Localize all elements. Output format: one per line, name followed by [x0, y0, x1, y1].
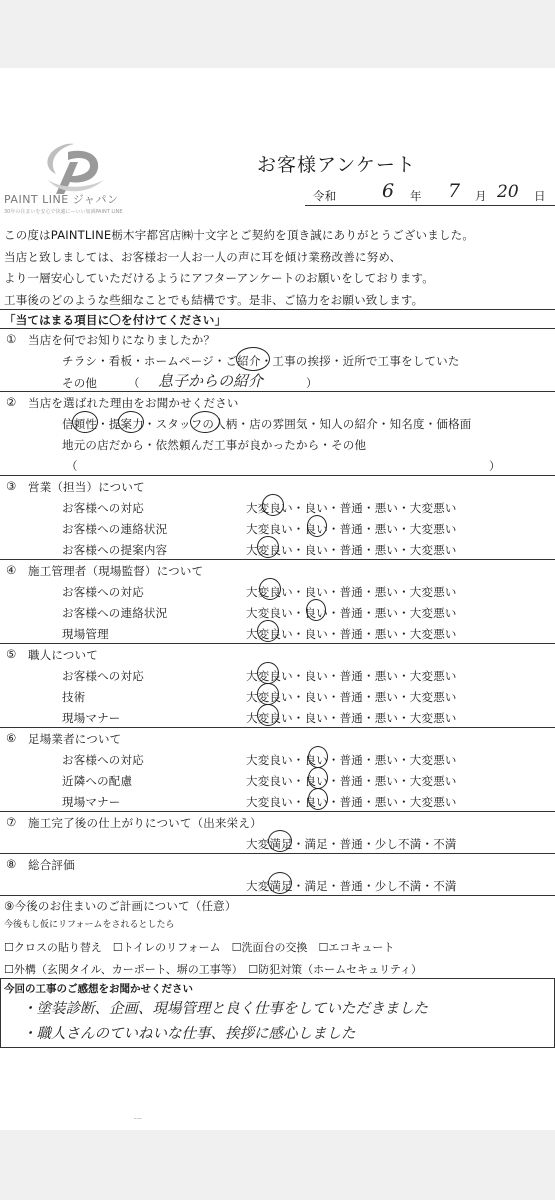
page-title: お客様アンケート: [257, 154, 416, 176]
date-month: 7: [448, 180, 461, 202]
q4-item-3: 現場管理: [62, 627, 109, 641]
q4-scale-1: 大変良い・良い・普通・悪い・大変悪い: [246, 585, 457, 599]
instruction: 「当てはまる項目に〇を付けてください」: [4, 313, 227, 327]
divider: [0, 895, 555, 896]
q2-options-1: 信頼性・提案力・スタッフの人柄・店の雰囲気・知人の紹介・知名度・価格面: [62, 417, 472, 431]
divider: [0, 643, 555, 644]
q3-scale-1: 大変良い・良い・普通・悪い・大変悪い: [246, 501, 457, 515]
q3-title: 営業（担当）について: [28, 480, 145, 494]
divider: [0, 391, 555, 392]
q3-scale-3: 大変良い・良い・普通・悪い・大変悪い: [246, 543, 457, 557]
q3-item-1: お客様への対応: [62, 501, 144, 515]
q3-item-3: お客様への提案内容: [62, 543, 168, 557]
intro-line-2: 当店と致しましては、お客様お一人お一人の声に耳を傾け業務改善に努め、: [4, 250, 402, 264]
answer-circle: [259, 578, 281, 600]
divider: [0, 475, 555, 476]
answer-circle: [307, 515, 327, 537]
q9-sub: 今後もし仮にリフォームをされるとしたら: [4, 920, 175, 930]
date-year: 6: [382, 180, 395, 202]
divider: [0, 727, 555, 728]
q9-row-2: ☐外構（玄関タイル、カーポート、塀の工事等） ☐防犯対策（ホームセキュリティ）: [4, 963, 423, 976]
q3-scale-2: 大変良い・良い・普通・悪い・大変悪い: [246, 522, 457, 536]
q7-scale: 大変満足・満足・普通・少し不満・不満: [246, 837, 457, 851]
q5-scale-1: 大変良い・良い・普通・悪い・大変悪い: [246, 669, 457, 683]
q3-item-2: お客様への連絡状況: [62, 522, 168, 536]
date-day-label: 日: [534, 189, 546, 203]
answer-circle: [268, 872, 292, 894]
q6-scale-2: 大変良い・良い・普通・悪い・大変悪い: [246, 774, 457, 788]
answer-circle: [257, 683, 279, 705]
answer-circle: [257, 662, 279, 684]
q3-number: ③: [6, 479, 17, 493]
q2-options-2: 地元の店だから・依然頼んだ工事が良かったから・その他: [62, 438, 367, 452]
divider: [0, 309, 555, 310]
q5-item-1: お客様への対応: [62, 669, 144, 683]
divider: [0, 328, 555, 329]
q6-scale-3: 大変良い・良い・普通・悪い・大変悪い: [246, 795, 457, 809]
q2-title: 当店を選ばれた理由をお聞かせください: [28, 396, 239, 410]
q4-title: 施工管理者（現場監督）について: [28, 564, 204, 578]
comments-line-1: ・塗装診断、企画、現場管理と良く仕事をしていただきました: [22, 1001, 428, 1017]
q5-title: 職人について: [28, 648, 98, 662]
answer-circle: [308, 767, 328, 789]
q6-title: 足場業者について: [28, 732, 122, 746]
logo-text: PAINT LINE ジャパン: [4, 193, 119, 206]
q9-row-1: ☐クロスの貼り替え ☐トイレのリフォーム ☐洗面台の交換 ☐エコキュート: [4, 941, 395, 954]
q5-scale-3: 大変良い・良い・普通・悪い・大変悪い: [246, 711, 457, 725]
q5-item-3: 現場マナー: [62, 711, 121, 725]
answer-circle: [257, 620, 279, 642]
q6-number: ⑥: [6, 731, 17, 745]
q5-scale-2: 大変良い・良い・普通・悪い・大変悪い: [246, 690, 457, 704]
q4-number: ④: [6, 563, 17, 577]
q2-paren-close: ）: [489, 459, 501, 473]
q6-scale-1: 大変良い・良い・普通・悪い・大変悪い: [246, 753, 457, 767]
answer-circle: [262, 494, 284, 516]
date-month-label: 月: [475, 189, 487, 203]
q1-other-answer: 息子からの紹介: [158, 372, 264, 390]
date-day: 20: [497, 182, 519, 202]
date-underline: [305, 205, 555, 206]
comments-title: 今回の工事のご感想をお聞かせください: [4, 983, 193, 995]
comments-line-2: ・職人さんのていねいな仕事、挨拶に感心しました: [22, 1026, 356, 1042]
q8-scale: 大変満足・満足・普通・少し不満・不満: [246, 879, 457, 893]
answer-circle: [236, 347, 270, 371]
q2-number: ②: [6, 395, 17, 409]
q4-item-2: お客様への連絡状況: [62, 606, 168, 620]
intro-line-1: この度はPAINTLINE栃木宇都宮店㈱十文字とご契約を頂き誠にありがとうございました。: [4, 228, 475, 242]
q2-paren-open: （: [66, 459, 78, 473]
divider: [0, 853, 555, 854]
q7-number: ⑦: [6, 815, 17, 829]
intro-line-3: より一層安心していただけるようにアフターアンケートのお願いをしております。: [4, 271, 434, 285]
q1-paren-close: ）: [306, 376, 318, 390]
answer-circle: [257, 536, 279, 558]
divider: [0, 811, 555, 812]
q1-title: 当店を何でお知りになりましたか？: [28, 333, 216, 347]
answer-circle: [190, 411, 220, 433]
intro-line-4: 工事後のどのような些細なことでも結構です。是非、ご協力をお願い致します。: [4, 293, 424, 307]
q6-item-2: 近隣への配慮: [62, 774, 133, 788]
answer-circle: [257, 704, 279, 726]
q6-item-1: お客様への対応: [62, 753, 144, 767]
divider: [0, 559, 555, 560]
q8-title: 総合評価: [28, 858, 75, 872]
answer-circle: [118, 411, 144, 433]
q1-other-label: その他: [62, 376, 98, 390]
answer-circle: [72, 411, 98, 433]
q4-item-1: お客様への対応: [62, 585, 144, 599]
q1-paren-open: （: [128, 376, 140, 390]
q6-item-3: 現場マナー: [62, 795, 121, 809]
answer-circle: [268, 830, 292, 852]
q8-number: ⑧: [6, 857, 17, 871]
answer-circle: [306, 599, 326, 621]
logo-tagline: 30年の住まいを安心で快適にーいい加減PAINT LINE: [4, 209, 123, 215]
answer-circle: [308, 788, 328, 810]
q9-title: ⑨今後のお住まいのご計画について（任意）: [4, 899, 237, 913]
date-era: 令和: [313, 189, 337, 203]
q1-number: ①: [6, 332, 17, 346]
q5-number: ⑤: [6, 647, 17, 661]
answer-circle: [308, 746, 328, 768]
q5-item-2: 技術: [62, 690, 86, 704]
q4-scale-2: 大変良い・良い・普通・悪い・大変悪い: [246, 606, 457, 620]
date-year-label: 年: [410, 189, 422, 203]
q7-title: 施工完了後の仕上がりについて（出来栄え）: [28, 816, 262, 830]
q1-options: チラシ・看板・ホームページ・ご紹介・工事の挨拶・近所で工事をしていた: [62, 354, 460, 368]
footer-mark: ㅡ: [134, 1115, 142, 1124]
q4-scale-3: 大変良い・良い・普通・悪い・大変悪い: [246, 627, 457, 641]
